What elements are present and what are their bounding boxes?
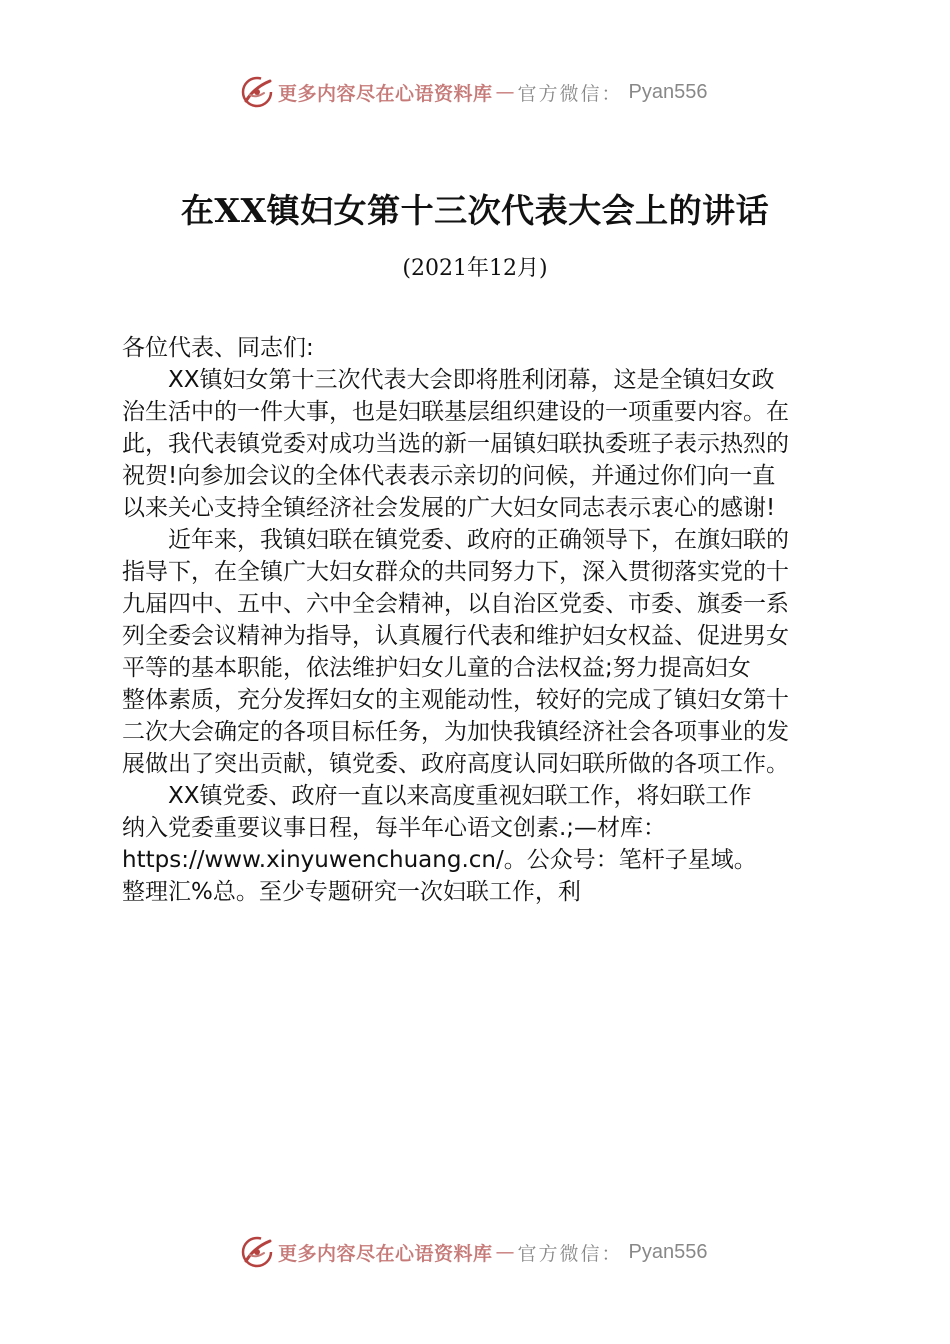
paragraph-2 <box>122 524 862 780</box>
text-line: 此，我代表镇党委对成功当选的新一届镇妇联执委班子表示热烈的 <box>122 431 789 457</box>
text-line: 整体素质，充分发挥妇女的主观能动性，较好的完成了镇妇女第十 <box>122 687 789 713</box>
watermark-text: 更多内容尽在心语资料库 <box>278 82 493 105</box>
salutation: 各位代表、同志们: <box>122 335 314 361</box>
text-line: XX镇党委、政府一直以来高度重视妇联工作，将妇联工作 <box>168 783 752 809</box>
watermark-header <box>240 74 708 110</box>
text-line: https://www.xinyuwenchuang.cn/。公众号：笔杆子星域。 <box>122 847 757 873</box>
text-line: XX镇妇女第十三次代表大会即将胜利闭幕，这是全镇妇女政 <box>168 367 775 393</box>
text-line: 指导下，在全镇广大妇女群众的共同努力下，深入贯彻落实党的十 <box>122 559 789 585</box>
watermark-text: 更多内容尽在心语资料库 <box>278 1242 493 1265</box>
text-line: 列全委会议精神为指导，认真履行代表和维护妇女权益、促进男女 <box>122 623 789 649</box>
text-line: 纳入党委重要议事日程，每半年心语文创素.;—材库： <box>122 815 667 841</box>
watermark-wechat-label: 官方微信： <box>517 82 623 105</box>
text-line: 治生活中的一件大事，也是妇联基层组织建设的一项重要内容。在 <box>122 399 789 425</box>
document-body <box>122 332 862 908</box>
text-line: 展做出了突出贡献，镇党委、政府高度认同妇联所做的各项工作。 <box>122 751 789 777</box>
text-line: 祝贺!向参加会议的全体代表表示亲切的问候，并通过你们向一直 <box>122 463 776 489</box>
document-title: 在XX镇妇女第十三次代表大会上的讲话 <box>180 191 770 230</box>
text-line: 平等的基本职能，依法维护妇女儿童的合法权益;努力提高妇女 <box>122 655 751 681</box>
text-line: 近年来，我镇妇联在镇党委、政府的正确领导下，在旗妇联的 <box>168 527 789 553</box>
watermark-separator: — <box>495 81 515 103</box>
text-line: 以来关心支持全镇经济社会发展的广大妇女同志表示衷心的感谢! <box>122 495 776 521</box>
brush-swirl-logo-icon <box>240 1235 274 1269</box>
watermark-wechat-id: Pyan556 <box>628 1240 708 1263</box>
brush-swirl-logo-icon <box>240 75 274 109</box>
text-line: 二次大会确定的各项目标任务，为加快我镇经济社会各项事业的发 <box>122 719 789 745</box>
document-date: (2021年12月) <box>402 256 548 281</box>
text-line: 整理汇%总。至少专题研究一次妇联工作，利 <box>122 879 581 905</box>
watermark-wechat-label: 官方微信： <box>517 1242 623 1265</box>
text-line: 九届四中、五中、六中全会精神，以自治区党委、市委、旗委一系 <box>122 591 789 617</box>
paragraph-1 <box>122 364 862 524</box>
watermark-separator: — <box>495 1241 515 1263</box>
watermark-wechat-id: Pyan556 <box>628 80 708 103</box>
paragraph-3 <box>122 780 862 908</box>
watermark-footer <box>240 1234 708 1270</box>
